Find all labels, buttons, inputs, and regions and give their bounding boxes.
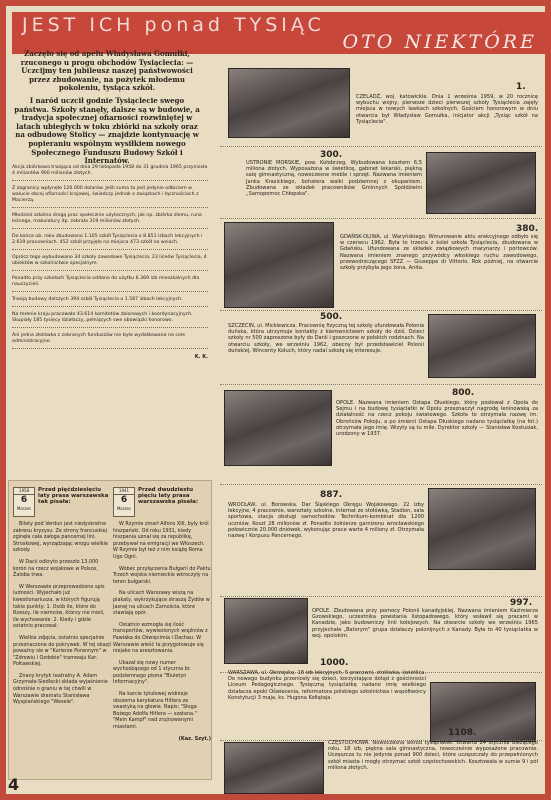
history-paragraph: Znany krytyk teatralny A. Adam Grzymała-Siedlecki składa wyjaśnienie odnośnie o graniu w tej chwili w Warszawie dramatu Stanisława Wyspiańskiego "Wesele". [13, 672, 108, 706]
page-number: 4 [8, 775, 20, 794]
school-photo [224, 222, 334, 308]
school-description: OPOLE. Zbudowana przy pomocy Polonii kanadyjskiej. Nazwana imieniem Kazimierza Gzowskiego, uczestnika powstania listopadowego, który wsławił się pracami w Kanadzie, jako budowniczy linii kolejowych. Na otwarcie szkoły we wrześniu 1965 przyjechała „Batorym" grupa działaczy polonijnych z Kanady. Była to 40 tysiąclatka w woj. opolskim. [312, 608, 538, 639]
school-number: 300. [320, 150, 343, 160]
fact-item: Z zagranicy wpłynęło 120.000 dolarów. Jeśli suma ta jest jedynie odbiciem w walucie obcej ofiarności krajowej, świadczy jednak o związkach i łącznościach z Macierzą. [12, 186, 208, 208]
history-paragraph: Wobec przyłączenia Bułgarii do Paktu Trzech wojska niemieckie wkroczyły na teren bułgarski. [113, 565, 211, 585]
divider [220, 384, 542, 385]
calendar-month: Marzec [16, 505, 32, 511]
school-photo [224, 390, 332, 466]
intro-paragraph: I naród uczcił godnie Tysiąclecie swego państwa. Szkoły stanęły, dalsze są w budowie, a tradycja społecznej ofiarności rozwiniętej w latach ubiegłych w toku zbiórki na szkoły oraz na odbudowę Stolicy — znajdzie kontynuację w popieraniu wspólnym wysiłkiem nowego Społecznego Funduszu Budowy Szkół i Internatów. [14, 95, 200, 166]
calendar-icon [13, 487, 35, 517]
school-number: 800. [452, 388, 475, 398]
school-description: USTRONIE MORSKIE, pow. Kołobrzeg. Wybudowana kosztem 6,5 miliona złotych. Wyposażona w świetlicę, gabinet lekarski, piękną salę gimnastyczną, nowoczesne meble i sprzęt. Nazwana imieniem Janka Krasickiego, bohatera walki podziemnej z okupantem. Zbudowana ze składek pracowników Gminnych Spółdzielni „Samopomoc Chłopska". [246, 160, 422, 198]
fact-item: Młodzież szkolna drogą prac społecznie użytecznych, jak np. zbiórka złomu, runa leśnego, makulatury itp. zebrała 319 milionów złotych. [12, 213, 208, 229]
history-paragraph: Bilety pod Verdun jest niedyskretne zakresu kryzysu. Ze strony francuskiej zginęła cała załoga pancernej lini. Stroskowej, wyrządzając wrogu wielkie szkody. [13, 521, 108, 554]
school-number: 997. [510, 598, 533, 608]
school-number: 1000. [320, 658, 349, 668]
history-heading: Przed dwudziestu pięciu laty prasa warszawska pisała: [138, 487, 199, 506]
header-subtitle: OTO NIEKTÓRE [342, 31, 537, 53]
school-description: WARSZAWA, ul. Okrzejska. 18 izb lekcyjnych, 5 pracowni, stołówka, świetlica. Do nowego budynku przeniosły się dzieci, korzystające dotąd z gościnności Liceum Pedagogicznego. Tysięczną tysiąclatkę nadano imię wielkiego działacza epoki Oświecenia, reformatora polskiego szkolnictwa i współtwórcy Konstytucji 3 maja, ks. Hugona Kołłątaja. [228, 670, 426, 701]
school-description: WROCŁAW, ul. Borowska. Dar Śląskiego Okręgu Wojskowego. 22 izby lekcyjne, 4 pracownie, warsztaty szkolne, internat ze stołówką, Stadion, sala sportowa, stacja obsługi samochodów. Technikum-kombinat dla 1200 uczniów. Koszt 28 milionów zł. Ponadto żołnierze garnizonu wrocławskiego połowicznie 20.000 dniówek, wykonując prace warte 4 miliony zł. Otrzymała nazwę I Korpusu Pancernego. [228, 502, 424, 540]
intro-paragraph: Zaczęło się od apelu Władysława Gomułki, rzuconego u progu obchodów Tysiąclecia: — Uczcijmy ten jubileusz naszej państwowości przez zbudowanie, na pożytek młodemu pokoleniu, tysiąca szkół. [20, 49, 194, 93]
school-description: SZCZECIN, ul. Mickiewicza. Pracownię fizyczną tej szkoły ufundowała Polonia duńska, która utrzymuje kontakty z kierownictwem szkoły do dziś. Dzieci szkoły nr 500 zaproszone były do Danii i goszczone w polskich rodzinach. Na otwarciu szkoły, we wrześniu 1962, obecny był przedstawiciel Polonii duńskiej, Wincenty Kołuch, który nadal szkołą się interesuje. [228, 323, 424, 354]
history-paragraph: Na ulicach Warszawy wiszą na plakaty, wykrzykujące straszą Żydów w Jasnej na ulicach Zamościa, które stawiają opór. [113, 590, 210, 617]
school-description: CZĘSTOCHOWA. Nowoczesna wśród tysiąclatek. Otwarta 24 stycznia bieżącego roku. 18 izb, piękna sala gimnastyczna, nowocześnie wyposażone pracownie. Uczęszcza tu nie jedynie ponad 900 dzieci, które uczęszczały do przepełnionych szkół miasta i mogły otrzymać szkół częstochowskich. Kosztowała w sumie 9 i pół miliona złotych. [328, 740, 538, 771]
school-entry [220, 68, 542, 146]
school-entry [220, 386, 542, 486]
history-paragraph: Ostatnio wzmogła się ilość transportów, wywiezionych więźniów z Pawiaka do Oświęcimia i Dachau. W Warszawie wieść ta przygotowuje się niejako na aresztowania. [113, 621, 208, 655]
school-description: OPOLE. Nazwana imieniem Ostapa Dłuskiego, który posłował z Opola do Sejmu i na budowę tysiąclatki w Opolu przeznaczył nagrodę leninowską za działalność na rzecz pokoju światowego. Szkoła to otrzymała nazwę im. Obrońców Pokoju, a po śmierci Ostapa Dłuskiego nadano tysiąclatkę (na fot.) otrzymała jego imię. Wizyty są tu mile. Dyrektor szkoły — Stanisław Kostusiak, urodzony w 1937. [336, 400, 538, 438]
school-number: 887. [320, 490, 343, 500]
facts-list [12, 165, 208, 360]
calendar-icon [113, 487, 135, 517]
school-photo [224, 742, 324, 794]
history-paragraph: W Dacii odkryto przeszło 13.000 koron na rzecz wojskowe w Polsce, Żaloba trwa. [13, 558, 99, 579]
school-photo [428, 488, 536, 570]
history-column-right [113, 487, 211, 742]
school-entry [220, 484, 542, 594]
school-number: 1108. [448, 728, 477, 738]
history-heading: Przed pięćdziesięciu laty prasa warszawska tak pisała: [38, 487, 109, 506]
calendar-month: Marzec [116, 505, 132, 511]
fact-item: Trwają budowy dalszych 394 szkół Tysiąclecia o 1.587 izbach lekcyjnych. [12, 297, 208, 307]
fact-item: Ponadto przy szkołach Tysiąclecia oddano do użytku 6.369 izb mieszkalnych dla nauczycieli. [12, 276, 208, 292]
header-title: JEST ICH ponad TYSIĄC [22, 14, 325, 36]
divider [220, 146, 542, 147]
history-paragraph: W Rzymie zmarł Alfons XIII, były król hiszpański. Od roku 1931, kiedy hiszpania uznał się za republikę, przebywał na emigracji we Włoszech. W Rzymie był też z nim książę Roma Ugo Ogni. [113, 521, 209, 560]
fact-item: Akcja zbiórkowa trwająca od dnia 29 listopada 1958 do 31 grudnia 1965 przyniosła 4 miliardów 900 milionów złotych. [12, 165, 208, 181]
school-number: 380. [516, 224, 539, 234]
schools-list [220, 54, 542, 796]
history-paragraph: Ukazał się nowy numer wychodzącego od 1 stycznia br. podziemnego pisma "Biuletyn Informacyjny". [113, 659, 191, 686]
facts-signature: K. K. [194, 354, 208, 360]
history-header [113, 487, 211, 517]
intro-text [12, 50, 202, 170]
history-column-left [13, 487, 111, 711]
school-photo [228, 68, 350, 138]
school-photo [426, 152, 536, 214]
fact-item: Oprócz tego wybudowano 34 szkoły zawodowe Tysiąclecia, 23 liceów Tysiąclecia, 4 obiektów w szkolnictwie specjalnym. [12, 255, 208, 271]
school-description: CZELADŹ, woj. katowickie. Dnia 1 września 1959, w 20 rocznicę wybuchu wojny, pierwsze dzieci pierwszej szkoły Tysiąclecia zajęły miejsca w nowych ławkach szkolnych. Gościem honorowym w dniu otwarcia był Władysław Gomułka, inicjator akcji „Tysiąc szkół na Tysiąclecie". [356, 94, 538, 125]
school-number: 1. [516, 82, 526, 92]
history-paragraph: W Warszawie przeprowadzono spis ludności. Wyjechało już kwestionariusza, w których figurują takie punkty: 1. Osób ile, które do Rzeszy, ile niemców, którzy nie mieli, ile wychowanie. 2. Kiedy i gdzie ostatnio pracował. [13, 583, 105, 630]
history-box [8, 480, 212, 780]
school-description: GDAŃSK-OLIWA, ul. Waryńskiego. Wmurowanie aktu erekcyjnego odbyło się w czerwcu 1962. Była to trzecia z kolei szkoła Tysiąclecia, zbudowana w Gdańsku. Ufundowana ze składek związkowych marynarzy i portowców. Nazwana imieniem znanego przywódcy włoskiego ruchu zawodowego, przewodniczącego SFZZ — Giuseppe di Vittorio. Rok później, na otwarcie szkoły przybyła jego żona, Anita. [340, 234, 538, 272]
calendar-day: 6 [120, 494, 128, 505]
page-header [12, 12, 551, 54]
school-entry [220, 726, 542, 796]
history-paragraph: Na karcie tytułowej widnieje obszerna karykatura Hitlera ze swastyką na głowie. Napis: "Sługa Bożego Adolfa Hitlera — szatana." "Mein Kampf" nad zrujnowanymi miastami. [113, 691, 197, 731]
fact-item: Do końca ub. roku zbudowano 1.105 szkół Tysiąclecia o 8.851 izbach lekcyjnych i 2.619 pracowniach. 452 szkół przyjęła na miejsca 473 szkół na wsiach. [12, 234, 208, 250]
school-number: 500. [320, 312, 343, 322]
fact-item: Na terenie kraju pracowało 43.614 komitetów zbiorowych i koordynacyjnych. Skupiały 185 tysięcy działaczy, pełniących swe obowiązki honorowo. [12, 312, 208, 328]
calendar-year: 1958 [14, 488, 34, 495]
calendar-year: 1941 [114, 488, 134, 495]
history-signature: (Kaz. Szyt.) [178, 735, 211, 742]
history-header [13, 487, 111, 517]
calendar-day: 6 [20, 494, 28, 505]
fact-item: Ani jedna złotówka z zebranych funduszów nie była wydatkowana na cele administracyjne. [12, 333, 208, 349]
school-entry [220, 218, 542, 318]
school-photo [428, 314, 536, 378]
history-paragraph: Wielkie zdjęcia, ostatnio specjalnie przeznaczone do pokrywek. W tej okazji poważny sie w "Kurierze Porannym" w "Zdrowiu i Ozdobie" tramwaju Kar. Połtawskiej. [13, 634, 111, 668]
